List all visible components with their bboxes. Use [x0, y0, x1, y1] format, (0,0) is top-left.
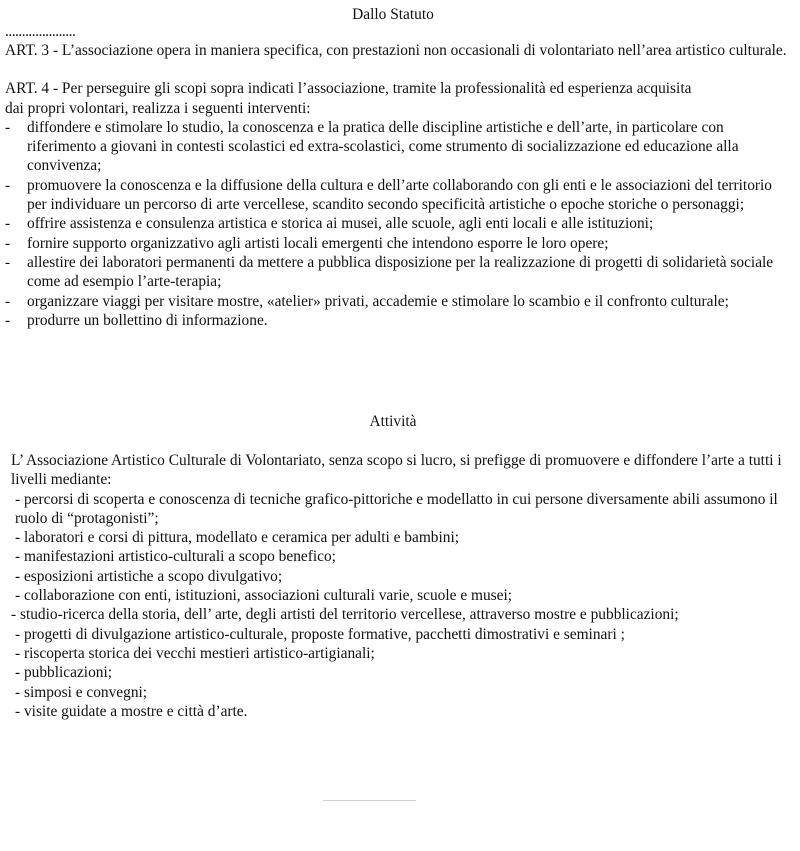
- list-item: [5, 118, 795, 176]
- list-item: [5, 234, 795, 253]
- article-3: ART. 3 - L’associazione opera in maniera specifica, con prestazioni non occasionali di volontariato nell’area artistico culturale.: [5, 42, 787, 59]
- activity-heading: Attività: [369, 413, 417, 430]
- list-dash: -: [5, 311, 11, 329]
- article-4-intro: [5, 79, 795, 118]
- list-item: [5, 214, 795, 233]
- list-item-text: produrre un bollettino di informazione.: [27, 311, 268, 329]
- list-item-text: promuovere la conoscenza e la diffusione della cultura e dell’arte collaborando con gli enti e le associazioni del territorio per individuare un percorso di arte vercellese, scandito secondo specificità artistiche o epoche storiche o personaggi;: [27, 176, 773, 214]
- article-4-intro-line2: dai propri volontari, realizza i seguenti interventi:: [5, 99, 311, 117]
- statute-heading: Dallo Statuto: [352, 6, 434, 23]
- footer-divider: [323, 800, 416, 801]
- activity-intro: L’ Associazione Artistico Culturale di Volontariato, senza scopo si lucro, si prefigge di promuovere e diffondere l’arte a tutti i livelli mediante:: [11, 452, 782, 489]
- list-item: - manifestazioni artistico-culturali a scopo benefico;: [15, 548, 336, 566]
- list-item: - riscoperta storica dei vecchi mestieri artistico-artigianali;: [15, 644, 375, 662]
- list-item-text: allestire dei laboratori permanenti da mettere a pubblica disposizione per la realizzazione di progetti di solidarietà sociale come ad esempio l’arte-terapia;: [27, 253, 774, 291]
- list-dash: -: [5, 253, 11, 271]
- list-item-text: offrire assistenza e consulenza artistica e storica ai musei, alle scuole, agli enti locali e alle istituzioni;: [27, 215, 654, 233]
- activity-list: [11, 490, 786, 722]
- list-item: - laboratori e corsi di pittura, modellato e ceramica per adulti e bambini;: [15, 529, 460, 547]
- list-item: [5, 292, 795, 311]
- list-dash: -: [5, 118, 11, 136]
- list-item: - collaborazione con enti, istituzioni, associazioni culturali varie, scuole e musei;: [15, 587, 513, 605]
- list-dash: -: [5, 215, 11, 233]
- list-item: - progetti di divulgazione artistico-culturale, proposte formative, pacchetti dimostrativi e seminari ;: [15, 625, 625, 643]
- article-4-list: [5, 118, 795, 330]
- list-item: [5, 311, 795, 330]
- list-item: [5, 176, 795, 215]
- list-dash: -: [5, 176, 11, 194]
- activity-section: [11, 451, 786, 721]
- list-item-text: diffondere e stimolare lo studio, la conoscenza e la pratica delle discipline artistiche e dell’arte, in particolare con riferimento a giovani in contesti scolastici ed extra-scolastici, come strumento di socializzazione ed educazione alla convivenza;: [27, 118, 739, 175]
- ellipsis-dots: .....................: [5, 23, 76, 40]
- list-item: - pubblicazioni;: [15, 664, 113, 682]
- list-item-text: fornire supporto organizzativo agli artisti locali emergenti che intendono esporre le loro opere;: [27, 234, 609, 252]
- list-item: - simposi e convegni;: [15, 683, 148, 701]
- list-dash: -: [5, 234, 11, 252]
- list-item-text: organizzare viaggi per visitare mostre, «atelier» privati, accademie e stimolare lo scambio e il confronto culturale;: [27, 292, 729, 310]
- list-item: [5, 253, 795, 292]
- list-item: - esposizioni artistiche a scopo divulgativo;: [15, 567, 283, 585]
- statute-section: [5, 41, 795, 330]
- article-4-intro-line1: ART. 4 - Per perseguire gli scopi sopra indicati l’associazione, tramite la professionalità ed esperienza acquisita: [5, 80, 692, 98]
- list-item: - percorsi di scoperta e conoscenza di tecniche grafico-pittoriche e modellatto in cui persone diversamente abili assumono il ruolo di “protagonisti”;: [15, 490, 778, 527]
- list-item: - studio-ricerca della storia, dell’ arte, degli artisti del territorio vercellese, attraverso mostre e pubblicazioni;: [11, 606, 679, 624]
- list-dash: -: [5, 292, 11, 310]
- list-item: - visite guidate a mostre e città d’arte.: [15, 702, 248, 720]
